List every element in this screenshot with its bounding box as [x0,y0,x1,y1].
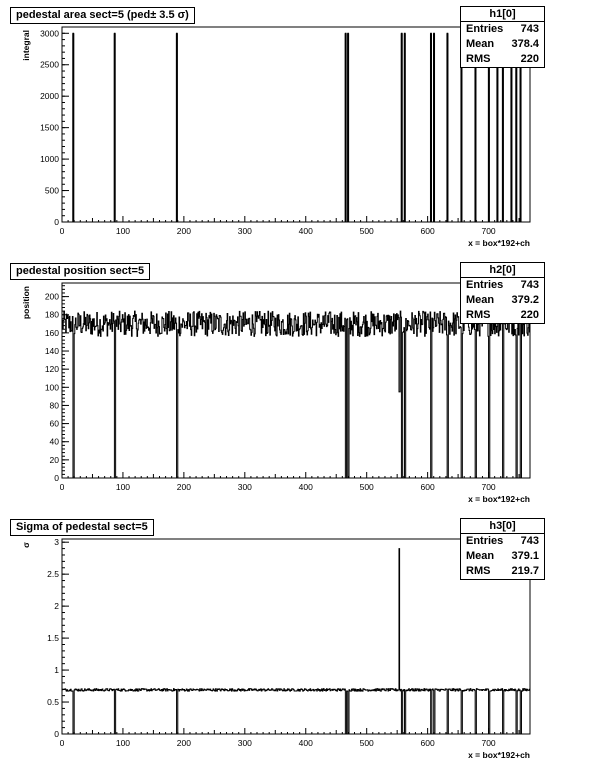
stats-entries: 743 [520,23,539,35]
x-tick-label: 600 [420,482,435,492]
x-tick-label: 700 [481,738,496,748]
x-tick-label: 100 [115,482,131,492]
y-tick-label: 80 [49,400,59,411]
panel-h3 [0,512,596,768]
x-tick-label: 400 [298,482,313,492]
y-tick-label: 160 [44,327,59,338]
y-tick-label: 500 [44,185,59,196]
x-tick-label: 700 [481,482,496,492]
chart-title: pedestal area sect=5 (ped± 3.5 σ) [10,7,195,24]
stats-rms: 219.7 [511,565,539,577]
stats-name: h3[0] [461,519,544,534]
stats-rms-label: RMS [466,309,491,321]
y-tick-label: 40 [49,436,59,447]
y-tick-label: 100 [44,382,59,393]
y-tick-label: 3000 [40,28,59,39]
y-tick-label: 0 [54,473,59,483]
x-tick-label: 0 [59,226,65,236]
stats-rms-label: RMS [466,53,491,65]
y-tick-label: 120 [44,364,59,375]
x-tick-label: 200 [176,226,191,236]
x-axis-label: x = box*192+ch [468,750,530,760]
stats-mean: 379.1 [511,550,539,562]
chart-title: pedestal position sect=5 [10,263,150,280]
x-tick-label: 400 [298,738,313,748]
y-tick-label: 2500 [40,59,59,70]
panel-h1 [0,0,596,256]
x-axis-label: x = box*192+ch [468,494,530,504]
y-tick-label: 1000 [40,154,59,165]
stats-rms-label: RMS [466,565,491,577]
stats-rms: 220 [520,53,539,65]
x-axis-label: x = box*192+ch [468,238,530,248]
stats-box [460,518,545,580]
stats-entries: 743 [520,535,539,547]
x-tick-label: 500 [359,482,374,492]
y-tick-label: 1.5 [47,633,59,644]
x-tick-label: 400 [298,226,313,236]
y-tick-label: 60 [49,418,59,429]
y-tick-label: 20 [49,454,59,465]
stats-entries: 743 [520,279,539,291]
stats-mean-label: Mean [466,550,495,562]
x-tick-label: 300 [237,482,252,492]
x-tick-label: 700 [481,226,496,236]
y-tick-label: 0 [54,729,59,739]
x-tick-label: 600 [420,226,435,236]
y-axis-label: position [21,286,31,320]
x-tick-label: 500 [359,738,374,748]
x-tick-label: 200 [176,738,191,748]
y-axis-label: σ [21,542,31,548]
panel-h2 [0,256,596,512]
y-tick-label: 180 [44,309,59,320]
chart-title: Sigma of pedestal sect=5 [10,519,154,536]
y-tick-label: 1 [54,665,59,676]
x-tick-label: 500 [359,226,374,236]
y-axis-label: integral [21,30,31,61]
y-tick-label: 2.5 [47,569,59,580]
stats-entries-label: Entries [466,279,504,291]
y-tick-label: 0.5 [47,697,59,708]
y-tick-label: 2000 [40,91,59,102]
stats-name: h2[0] [461,263,544,278]
y-tick-label: 200 [44,291,59,302]
y-tick-label: 0 [54,217,59,227]
stats-box [460,262,545,324]
stats-entries-label: Entries [466,23,504,35]
x-tick-label: 100 [115,738,131,748]
x-tick-label: 0 [59,738,65,748]
x-tick-label: 300 [237,226,252,236]
stats-mean-label: Mean [466,38,495,50]
x-tick-label: 100 [115,226,131,236]
x-tick-label: 200 [176,482,191,492]
stats-rms: 220 [520,309,539,321]
stats-mean: 379.2 [511,294,539,306]
stats-entries-label: Entries [466,535,504,547]
x-tick-label: 0 [59,482,65,492]
stats-box [460,6,545,68]
x-tick-label: 600 [420,738,435,748]
stats-mean: 378.4 [511,38,539,50]
y-tick-label: 140 [44,346,59,357]
y-tick-label: 2 [54,601,59,612]
x-tick-label: 300 [237,738,252,748]
stats-mean-label: Mean [466,294,495,306]
histogram-line [62,311,530,478]
y-tick-label: 1500 [40,122,59,133]
y-tick-label: 3 [54,537,59,548]
stats-name: h1[0] [461,7,544,22]
